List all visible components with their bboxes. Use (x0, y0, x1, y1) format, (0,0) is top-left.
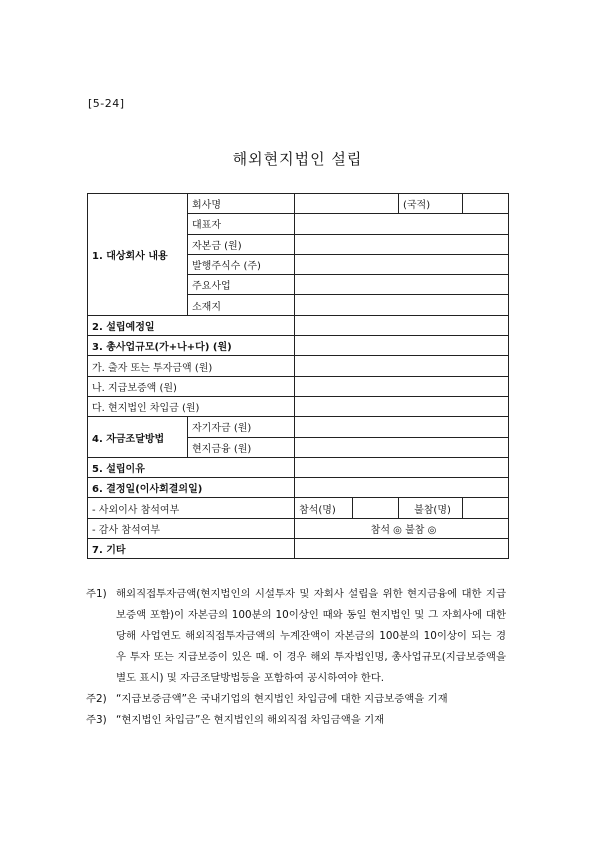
capital-label: 자본금 (원) (188, 234, 295, 254)
footnote-1 (86, 584, 506, 689)
footnote-label: 주3) (86, 714, 107, 726)
table-row (88, 498, 509, 518)
footnote-label: 주1) (86, 588, 107, 600)
section-5-label: 5. 설립이유 (88, 457, 295, 477)
auditor-label: - 감사 참석여부 (88, 518, 295, 538)
table-row (88, 417, 509, 437)
location-label: 소재지 (188, 295, 295, 315)
section-6-label: 6. 결정일(이사회결의일) (88, 478, 295, 498)
page-title: 해외현지법인 설립 (232, 150, 363, 168)
shares-issued-field[interactable] (295, 254, 509, 274)
company-name-field[interactable] (295, 194, 399, 214)
footnotes (86, 584, 506, 731)
attend-count-label: 참석(명) (295, 498, 353, 518)
main-business-label: 주요사업 (188, 275, 295, 295)
footnote-text: “지급보증금액”은 국내기업의 현지법인 차입금에 대한 지급보증액을 기재 (116, 693, 448, 705)
outside-director-label: - 사외이사 참석여부 (88, 498, 295, 518)
footnote-label: 주2) (86, 693, 107, 705)
table-row (88, 457, 509, 477)
investment-amount-field[interactable] (295, 356, 509, 376)
representative-field[interactable] (295, 214, 509, 234)
footnote-3 (86, 710, 506, 731)
own-funds-field[interactable] (295, 417, 509, 437)
location-field[interactable] (295, 295, 509, 315)
section-4-label: 4. 자금조달방법 (88, 417, 188, 458)
section-1-label: 1. 대상회사 내용 (88, 194, 188, 316)
table-row (88, 539, 509, 559)
section-3-label: 3. 총사업규모(가+나+다) (원) (88, 336, 295, 356)
other-field[interactable] (295, 539, 509, 559)
auditor-attendance-options[interactable]: 참석 ◎ 불참 ◎ (295, 518, 509, 538)
local-finance-label: 현지금융 (원) (188, 437, 295, 457)
disclosure-form-table (87, 193, 509, 559)
table-row (88, 194, 509, 214)
local-finance-field[interactable] (295, 437, 509, 457)
table-row (88, 376, 509, 396)
establishment-date-field[interactable] (295, 315, 509, 335)
table-row (88, 396, 509, 416)
guarantee-amount-field[interactable] (295, 376, 509, 396)
decision-date-field[interactable] (295, 478, 509, 498)
table-row (88, 518, 509, 538)
absent-count-label: 불참(명) (399, 498, 463, 518)
guarantee-amount-label: 나. 지급보증액 (원) (88, 376, 295, 396)
table-row (88, 356, 509, 376)
table-row (88, 336, 509, 356)
footnote-text: “현지법인 차입금”은 현지법인의 해외직접 차입금액을 기재 (116, 714, 385, 726)
company-name-label: 회사명 (188, 194, 295, 214)
footnote-text: 해외직접투자금액(현지법인의 시설투자 및 자회사 설립을 위한 현지금융에 대한 지급보증액 포함)이 자본금의 100분의 10이상인 때와 동일 현지법인 및 그 자회사에 대한 당해 사업연도 해외직접투자금액의 누계잔액이 자본금의 100분의 10이상이 되는 경우 투자 또는 지급보증이 있은 때. 이 경우 해외 투자법인명, 총사업규모(지급보증액을 별도 표시) 및 자금조달방법등을 포함하여 공시하여야 한다. (116, 588, 506, 684)
absent-count-field[interactable] (463, 498, 509, 518)
reason-field[interactable] (295, 457, 509, 477)
total-scale-field[interactable] (295, 336, 509, 356)
investment-amount-label: 가. 출자 또는 투자금액 (원) (88, 356, 295, 376)
shares-issued-label: 발행주식수 (주) (188, 254, 295, 274)
table-row (88, 478, 509, 498)
document-code: [5-24] (88, 97, 125, 110)
footnote-2 (86, 689, 506, 710)
representative-label: 대표자 (188, 214, 295, 234)
section-2-label: 2. 설립예정일 (88, 315, 295, 335)
main-business-field[interactable] (295, 275, 509, 295)
own-funds-label: 자기자금 (원) (188, 417, 295, 437)
attend-count-field[interactable] (353, 498, 399, 518)
nationality-label: (국적) (399, 194, 463, 214)
local-borrowing-field[interactable] (295, 396, 509, 416)
nationality-field[interactable] (463, 194, 509, 214)
local-borrowing-label: 다. 현지법인 차입금 (원) (88, 396, 295, 416)
section-7-label: 7. 기타 (88, 539, 295, 559)
capital-field[interactable] (295, 234, 509, 254)
table-row (88, 315, 509, 335)
